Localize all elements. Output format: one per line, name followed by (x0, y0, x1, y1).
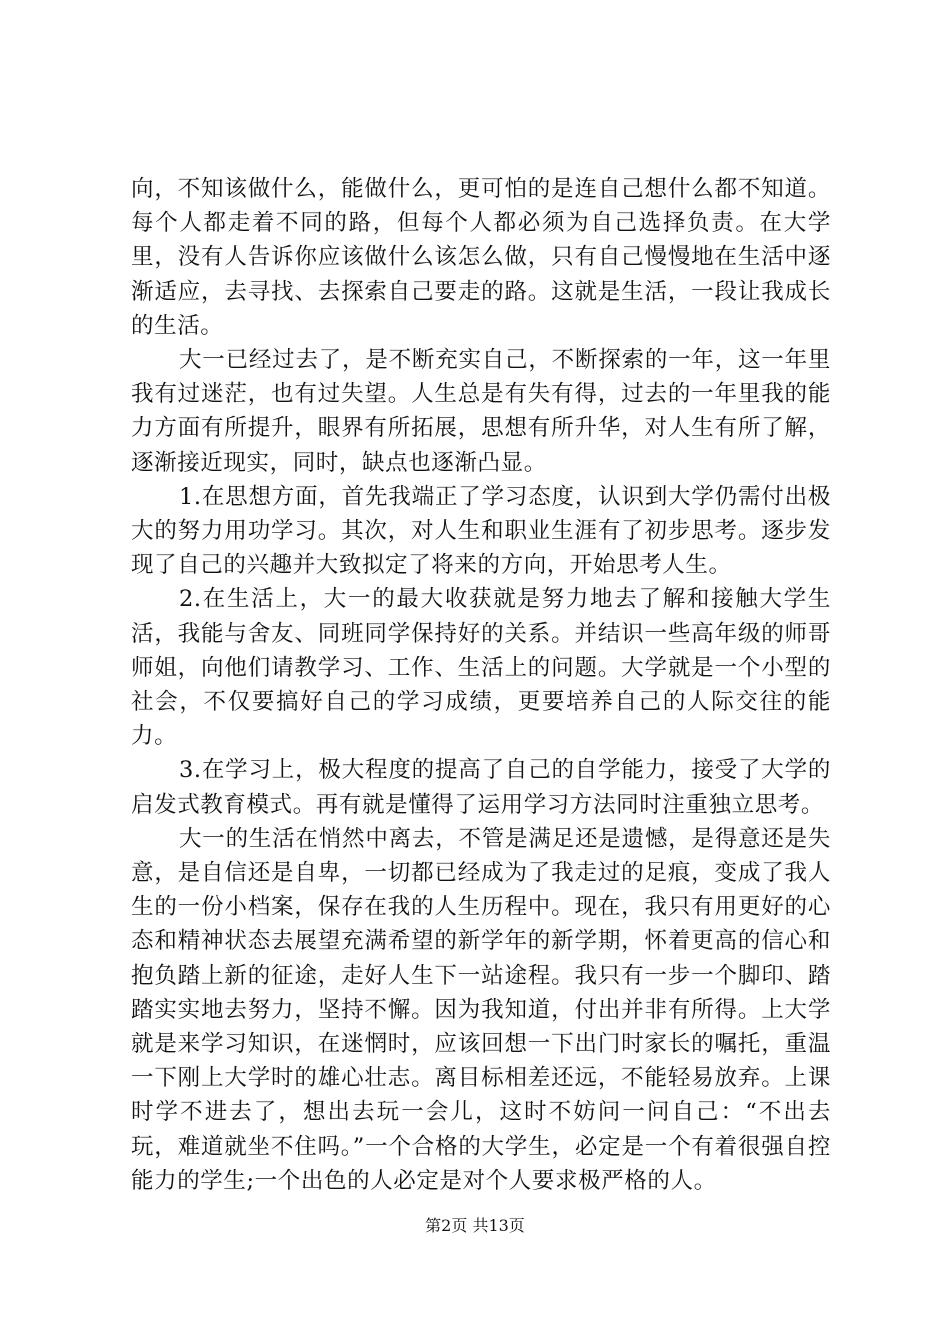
paragraph-life: 2.在生活上，大一的最大收获就是努力地去了解和接触大学生活，我能与舍友、同班同学保持好的关系。并结识一些高年级的师哥师姐，向他们请教学习、工作、生活上的问题。大学就是一个小型的社会，不仅要搞好自己的学习成绩，更要培养自己的人际交往的能力。 (131, 586, 831, 750)
paragraph-thinking: 1.在思想方面，首先我端正了学习态度，认识到大学仍需付出极大的努力用功学习。其次，对人生和职业生涯有了初步思考。逐步发现了自己的兴趣并大致拟定了将来的方向，开始思考人生。 (131, 483, 831, 579)
paragraph-freshman-year-summary: 大一已经过去了，是不断充实自己，不断探索的一年，这一年里我有过迷茫，也有过失望。人生总是有失有得，过去的一年里我的能力方面有所提升，眼界有所拓展，思想有所升华，对人生有所了解，逐渐接近现实，同时，缺点也逐渐凸显。 (131, 347, 831, 476)
paragraph-conclusion: 大一的生活在悄然中离去，不管是满足还是遗憾，是得意还是失意，是自信还是自卑，一切都已经成为了我走过的足痕，变成了我人生的一份小档案，保存在我的人生历程中。现在，我只有用更好的心态和精神状态去展望充满希望的新学年的新学期，怀着更高的信心和抱负踏上新的征途，走好人生下一站途程。我只有一步一个脚印、踏踏实实地去努力，坚持不懈。因为我知道，付出并非有所得。上大学就是来学习知识，在迷惘时，应该回想一下出门时家长的嘱托，重温一下刚上大学时的雄心壮志。离目标相差还远，不能轻易放弃。上课时学不进去了，想出去玩一会儿，这时不妨问一问自己：“不出去玩，难道就坐不住吗。”一个合格的大学生，必定是一个有着很强自控能力的学生;一个出色的人必定是对个人要求极严格的人。 (131, 825, 831, 1194)
document-body (131, 172, 831, 1198)
page-number-footer: 第2页 共13页 (425, 1216, 525, 1235)
paragraph-continuation: 向，不知该做什么，能做什么，更可怕的是连自己想什么都不知道。每个人都走着不同的路，但每个人都必须为自己选择负责。在大学里，没有人告诉你应该做什么该怎么做，只有自己慢慢地在生活中逐渐适应，去寻找、去探索自己要走的路。这就是生活，一段让我成长的生活。 (131, 176, 831, 339)
paragraph-study: 3.在学习上，极大程度的提高了自己的自学能力，接受了大学的启发式教育模式。再有就是懂得了运用学习方法同时注重独立思考。 (131, 757, 831, 818)
